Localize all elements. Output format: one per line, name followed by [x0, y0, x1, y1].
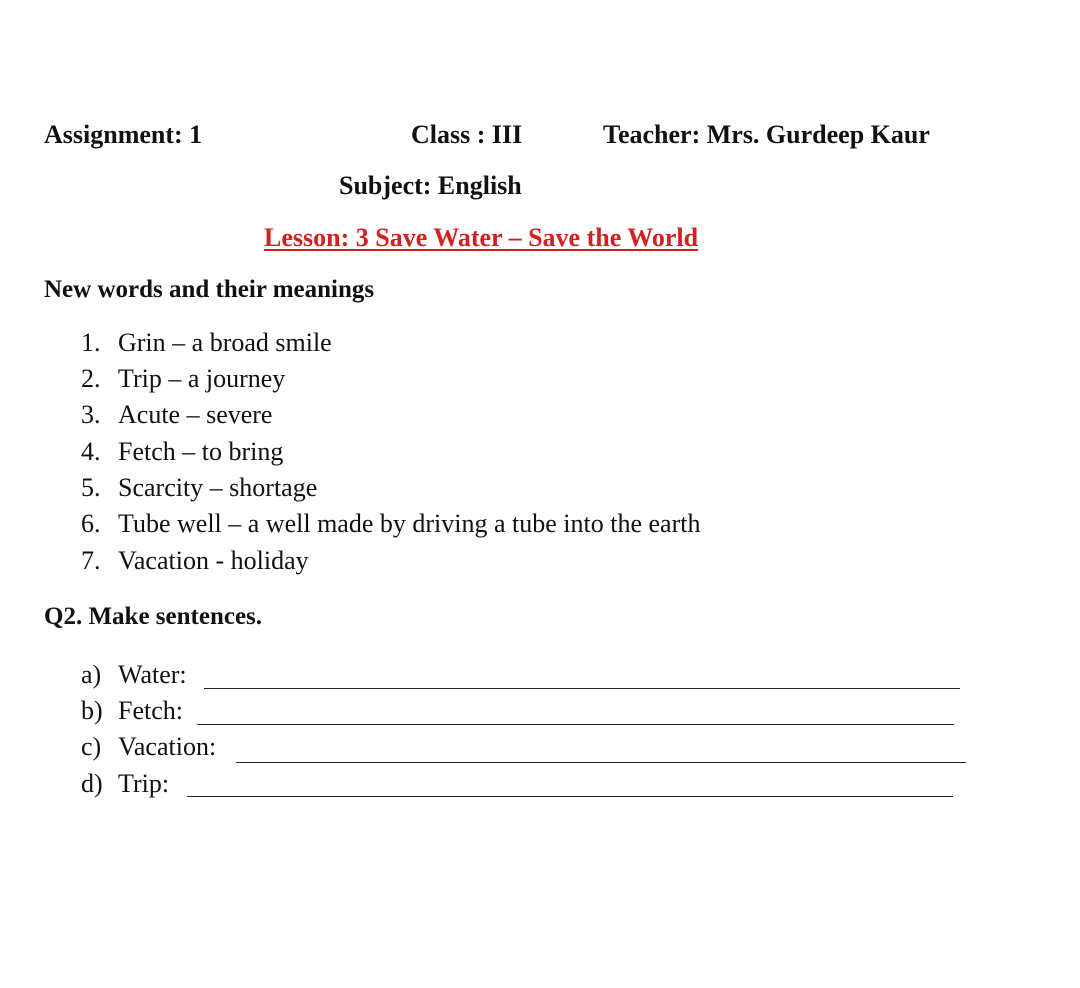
vocab-heading: New words and their meanings [44, 276, 375, 303]
class-label: Class : III [411, 120, 523, 149]
subject-title: Subject: English [339, 171, 522, 200]
list-number: 7. [81, 546, 101, 575]
list-text: Grin – a broad smile [118, 328, 332, 357]
assignment-label: Assignment: 1 [44, 120, 203, 149]
list-number: 6. [81, 509, 101, 538]
list-text: Acute – severe [118, 400, 273, 429]
answer-line[interactable] [236, 762, 966, 763]
list-text: Vacation - holiday [118, 546, 309, 575]
list-number: 4. [81, 437, 101, 466]
list-text: Fetch – to bring [118, 437, 284, 466]
lesson-title: Lesson: 3 Save Water – Save the World [264, 223, 699, 252]
list-number: 2. [81, 364, 101, 393]
list-item [81, 509, 700, 539]
list-number: 5. [81, 473, 101, 502]
list-text: Tube well – a well made by driving a tube into the earth [118, 509, 701, 538]
prompt-word: Trip: [118, 769, 170, 798]
list-item [81, 328, 332, 358]
list-item [81, 364, 285, 394]
list-item [81, 400, 272, 430]
list-text: Scarcity – shortage [118, 473, 318, 502]
prompt-word: Fetch: [118, 696, 183, 725]
list-number: 1. [81, 328, 101, 357]
prompt-word: Vacation: [118, 732, 217, 761]
sentence-prompt [81, 732, 216, 762]
answer-line[interactable] [197, 724, 954, 725]
list-item [81, 473, 317, 503]
list-letter: a) [81, 660, 102, 689]
list-letter: c) [81, 732, 102, 761]
list-text: Trip – a journey [118, 364, 286, 393]
list-item [81, 546, 309, 576]
list-item [81, 437, 283, 467]
q2-heading: Q2. Make sentences. [44, 603, 263, 630]
teacher-label: Teacher: Mrs. Gurdeep Kaur [603, 120, 930, 149]
answer-line[interactable] [187, 796, 953, 797]
sentence-prompt [81, 696, 183, 726]
list-letter: b) [81, 696, 103, 725]
sentence-prompt [81, 660, 187, 690]
prompt-word: Water: [118, 660, 187, 689]
answer-line[interactable] [204, 688, 960, 689]
sentence-prompt [81, 769, 169, 799]
list-number: 3. [81, 400, 101, 429]
list-letter: d) [81, 769, 103, 798]
